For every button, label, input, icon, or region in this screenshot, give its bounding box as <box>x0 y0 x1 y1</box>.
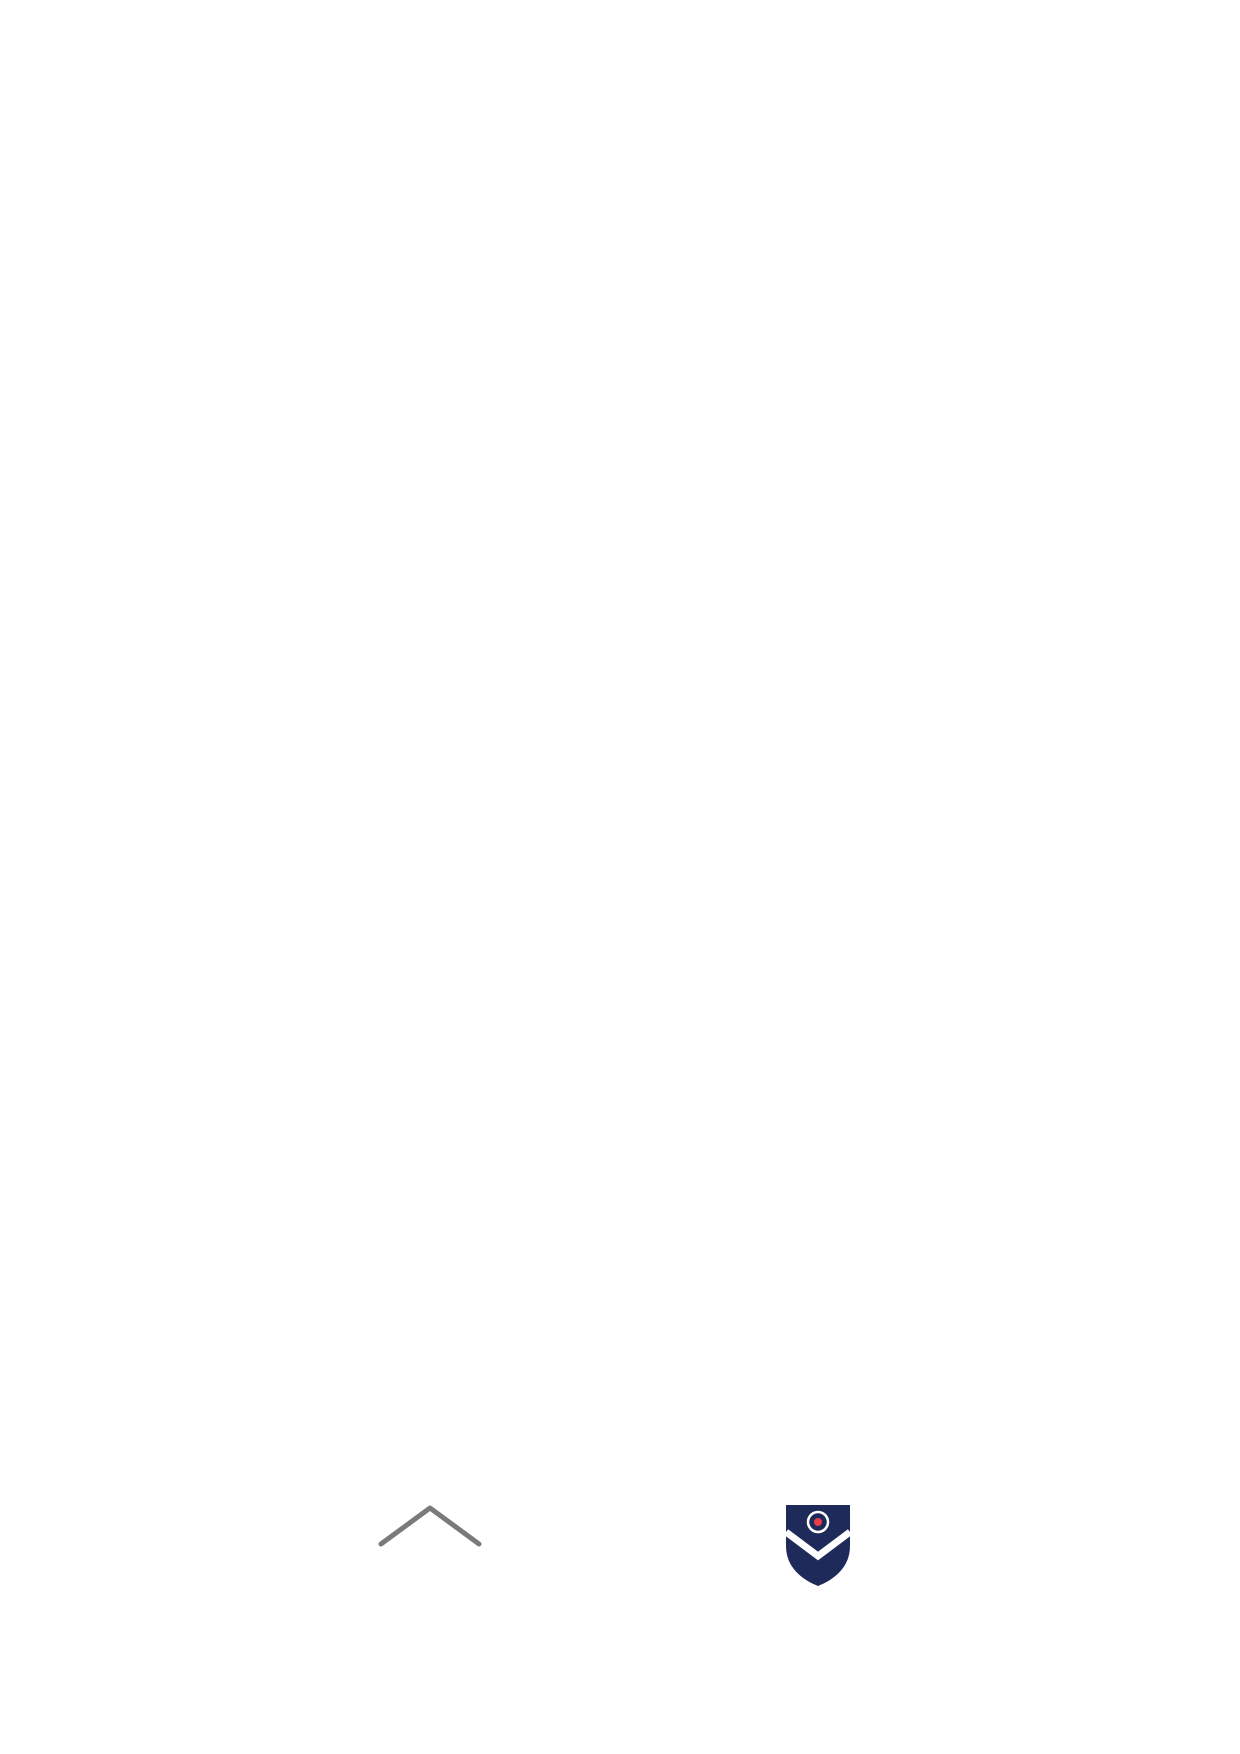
house-roof-icon <box>375 1500 485 1610</box>
center-logo <box>375 1500 875 1630</box>
shield-emblem-icon <box>783 1502 853 1588</box>
